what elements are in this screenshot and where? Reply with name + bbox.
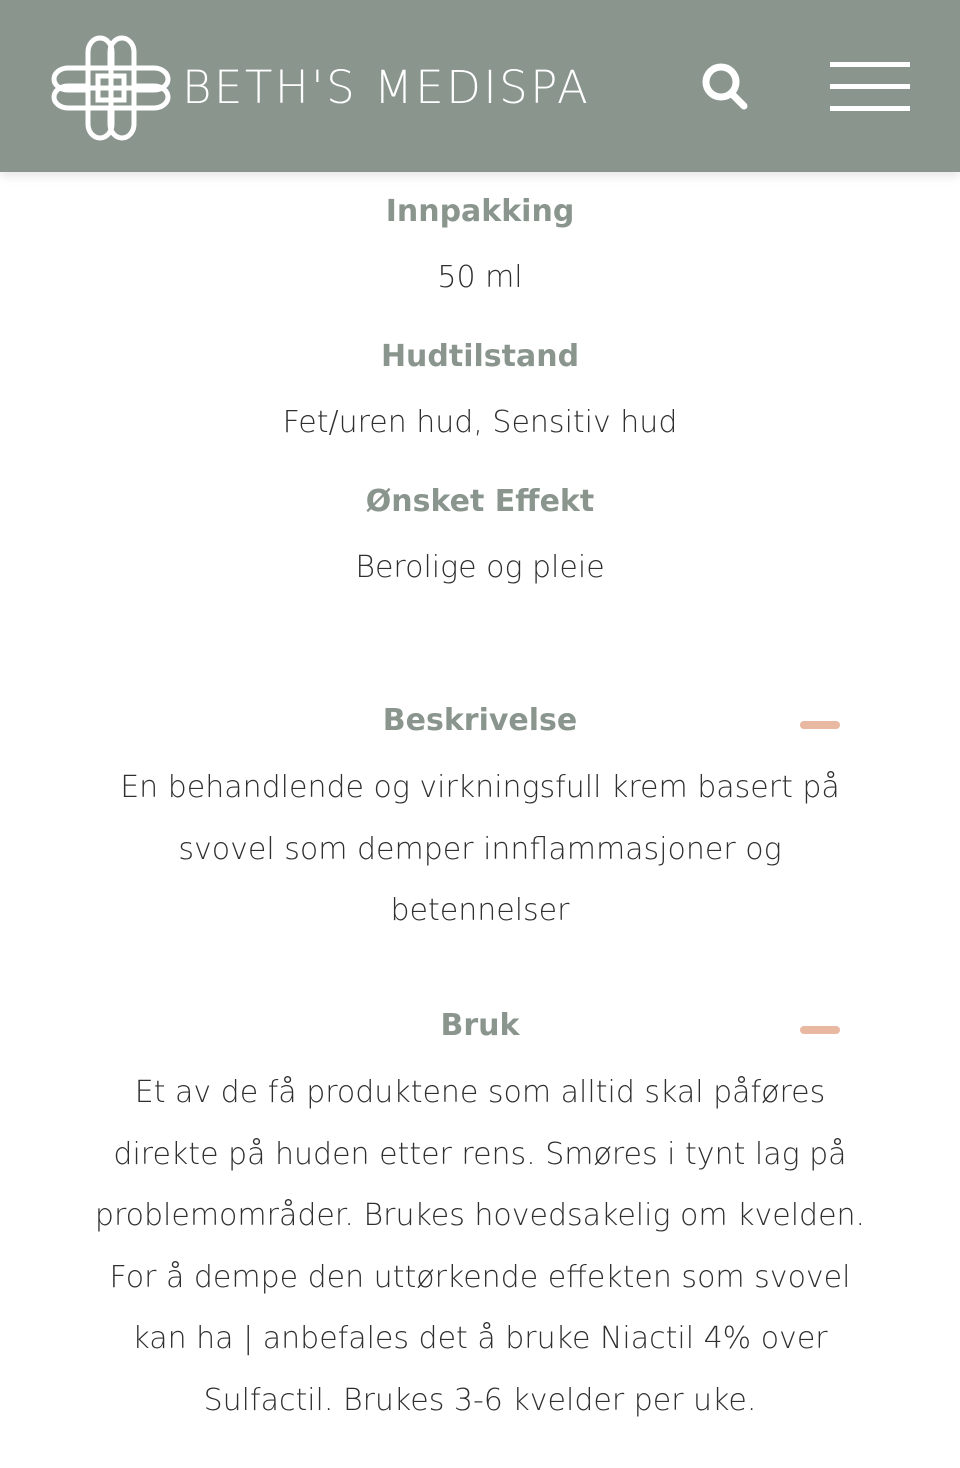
attribute-value-desired-effect: Berolige og pleie — [355, 550, 605, 585]
attribute-label-skin-condition: Hudtilstand — [380, 339, 580, 374]
section-body-usage — [80, 1062, 880, 1431]
site-header — [0, 0, 960, 172]
description-line: betennelser — [390, 893, 570, 928]
hamburger-menu-icon-bar — [830, 106, 910, 111]
description-line: svovel som demper innflammasjoner og — [178, 831, 782, 867]
attribute-label-packaging: Innpakking — [385, 194, 575, 229]
hamburger-menu-button[interactable] — [828, 60, 912, 114]
section-header-usage[interactable]: Bruk — [440, 1008, 520, 1043]
usage-line: Sulfactil. Brukes 3-6 kvelder per uke. — [203, 1382, 757, 1418]
usage-line: direkte på huden etter rens. Smøres i tynt lag på — [113, 1136, 847, 1172]
attribute-label-desired-effect: Ønsket Effekt — [365, 484, 595, 519]
attribute-value-packaging: 50 ml — [437, 260, 523, 295]
section-body-description — [80, 757, 880, 942]
description-line: En behandlende og virkningsfull krem basert på — [120, 770, 840, 805]
brand-name[interactable]: BETH'S MEDISPA — [182, 61, 591, 114]
usage-line: Et av de få produktene som alltid skal påføres — [134, 1075, 826, 1110]
search-icon — [696, 56, 756, 116]
usage-line: kan ha | anbefales det å bruke Niactil 4% over — [132, 1321, 828, 1356]
usage-line: For å dempe den uttørkende effekten som svovel — [109, 1259, 851, 1295]
search-button[interactable] — [696, 56, 756, 116]
celtic-knot-logo-icon[interactable] — [48, 30, 174, 146]
minus-collapse-icon[interactable] — [800, 1026, 840, 1034]
usage-line: problemområder. Brukes hovedsakelig om kvelden. — [94, 1198, 866, 1233]
attribute-value-skin-condition: Fet/uren hud, Sensitiv hud — [282, 405, 678, 440]
hamburger-menu-icon-bar — [830, 84, 910, 89]
hamburger-menu-icon-bar — [830, 62, 910, 67]
minus-collapse-icon[interactable] — [800, 721, 840, 729]
section-header-description[interactable]: Beskrivelse — [382, 703, 578, 738]
